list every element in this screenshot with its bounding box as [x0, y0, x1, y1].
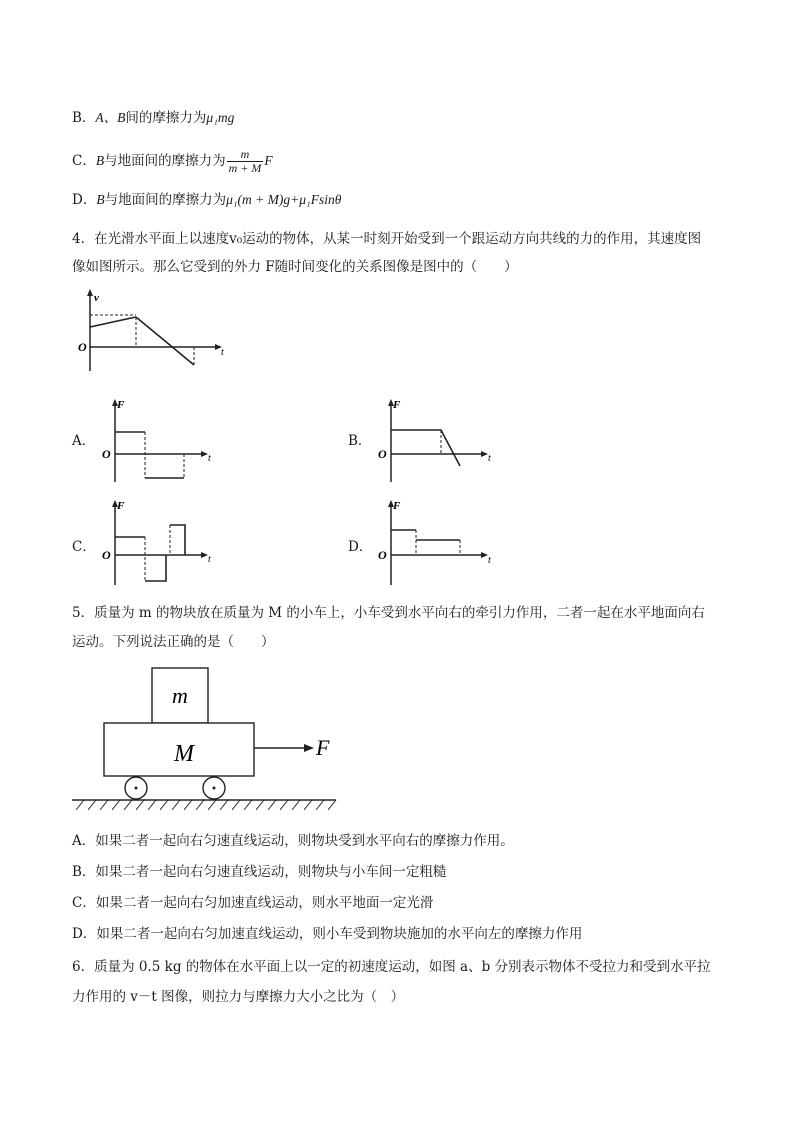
q4-option-c-label: C． — [72, 539, 96, 555]
origin-label: O — [102, 447, 111, 461]
q5-option-d: D．如果二者一起向右匀加速直线运动，则小车受到物块施加的水平向左的摩擦力作用 — [72, 926, 583, 942]
origin-label: O — [378, 447, 387, 461]
formula: μ₁(m + M)g+μ₁Fsinθ — [226, 192, 342, 207]
f-axis-label: F — [393, 399, 401, 411]
q6-stem-line2: 力作用的 v－t 图像，则拉力与摩擦力大小之比为（ ） — [72, 989, 405, 1005]
fraction-denominator: m + M — [228, 161, 262, 175]
q4-velocity-graph — [76, 287, 236, 375]
q4-option-a-graph — [100, 396, 215, 486]
t-axis-label: t — [221, 347, 224, 358]
cart-label: M — [174, 741, 194, 767]
var-ab: A、B — [95, 110, 126, 125]
q5-option-c: C．如果二者一起向右匀加速直线运动，则水平地面一定光滑 — [72, 895, 434, 911]
q4-option-a-label: A． — [72, 433, 96, 449]
q5-cart-diagram — [70, 664, 342, 814]
option-text: 间的摩擦力为 — [125, 110, 207, 126]
block-label: m — [172, 683, 188, 708]
q4-option-d-graph — [376, 497, 496, 589]
q4-option-c-graph — [100, 497, 215, 589]
option-label: B． — [72, 110, 96, 126]
q3-option-d — [72, 191, 341, 209]
option-label: C． — [72, 153, 96, 169]
q3-option-b — [72, 109, 234, 127]
q4-stem-line1: 4．在光滑水平面上以速度v₀运动的物体，从某一时刻开始受到一个跟运动方向共线的力的作用，其速度图 — [72, 231, 702, 247]
fraction — [227, 148, 264, 175]
f-axis-label: F — [393, 500, 401, 512]
q4-option-b-graph — [376, 396, 496, 486]
formula: μ₁mg — [206, 110, 235, 125]
q4-option-b-label: B． — [348, 433, 372, 449]
v-axis-label: v — [94, 292, 99, 304]
force-label: F — [316, 735, 330, 760]
f-axis-label: F — [117, 399, 125, 411]
formula-tail: F — [264, 153, 273, 168]
t-axis-label: t — [208, 453, 211, 464]
q5-option-a: A．如果二者一起向右匀速直线运动，则物块受到水平向右的摩擦力作用。 — [72, 833, 514, 849]
var-b: B — [96, 192, 105, 207]
option-text: 与地面间的摩擦力为 — [104, 192, 227, 208]
q4-stem-line2: 像如图所示。那么它受到的外力 F随时间变化的关系图像是图中的（ ） — [72, 259, 518, 275]
f-axis-label: F — [117, 500, 125, 512]
origin-label: O — [102, 548, 111, 562]
option-text: 与地面间的摩擦力为 — [104, 153, 226, 169]
origin-label: O — [378, 548, 387, 562]
fraction-numerator: m — [227, 148, 264, 162]
q3-option-c — [72, 148, 273, 175]
q5-stem-line1: 5．质量为 m 的物块放在质量为 M 的小车上，小车受到水平向右的牵引力作用，二者一起在水平地面向右 — [72, 605, 705, 621]
q5-stem-line2: 运动。下列说法正确的是（ ） — [72, 634, 275, 650]
q4-option-d-label: D． — [348, 539, 373, 555]
option-label: D． — [72, 192, 97, 208]
q6-stem-line1: 6．质量为 0.5 kg 的物体在水平面上以一定的初速度运动，如图 a、b 分别表示物体不受拉力和受到水平拉 — [72, 959, 711, 975]
origin-label: O — [78, 340, 87, 354]
t-axis-label: t — [208, 554, 211, 565]
var-b: B — [95, 153, 105, 168]
t-axis-label: t — [488, 453, 491, 464]
q5-option-b: B．如果二者一起向右匀速直线运动，则物块与小车间一定粗糙 — [72, 864, 447, 880]
t-axis-label: t — [488, 555, 491, 566]
